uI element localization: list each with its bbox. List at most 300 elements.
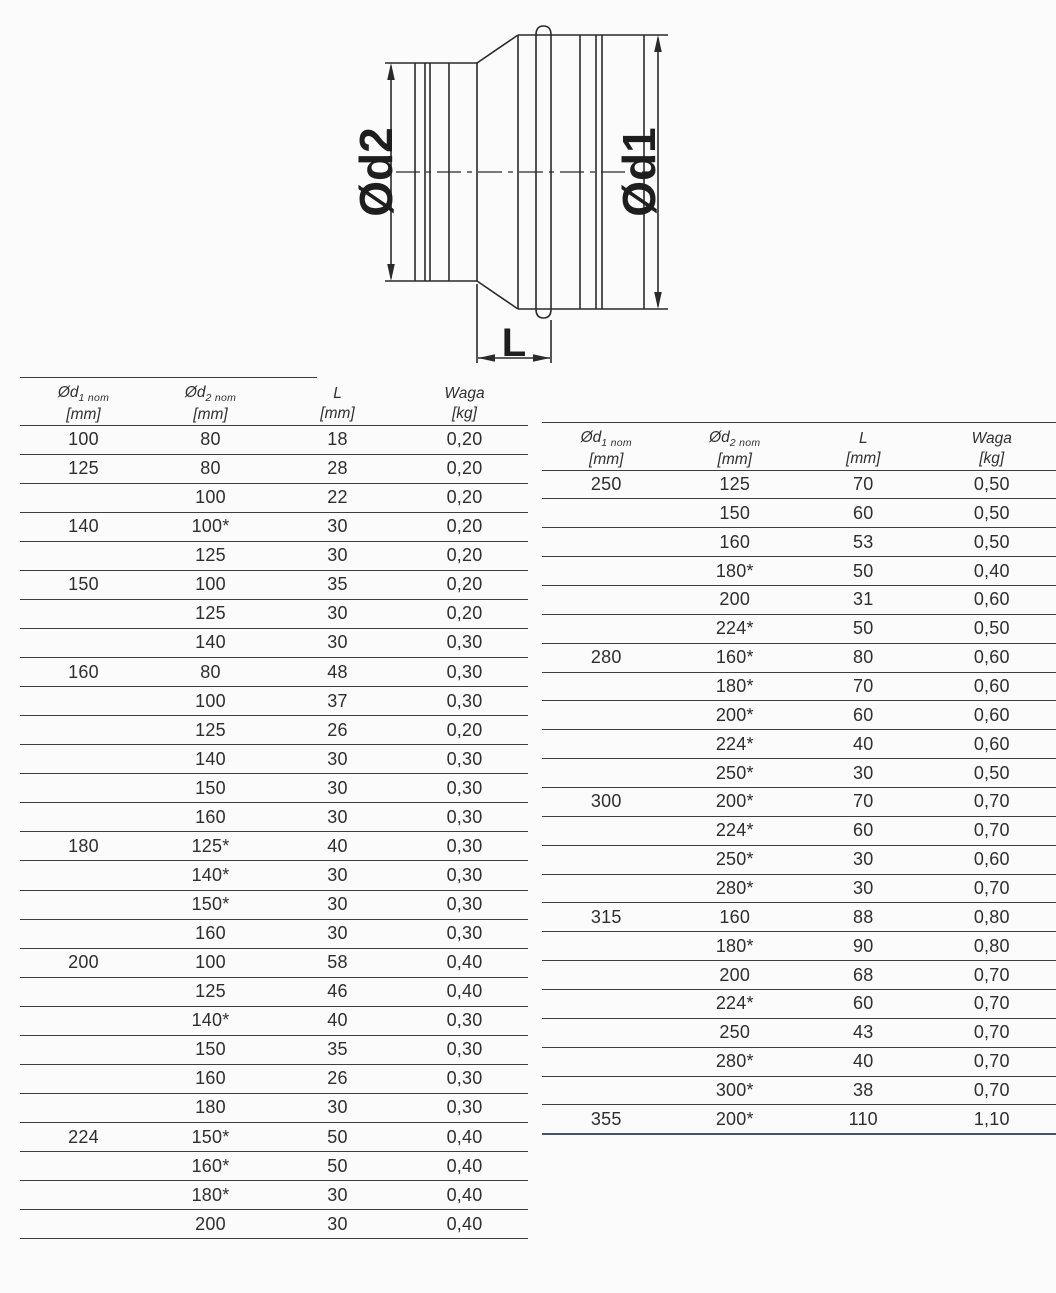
table-cell: 30 <box>274 919 401 948</box>
table-cell: 0,20 <box>401 570 528 599</box>
table-cell <box>542 816 671 845</box>
cone-top-line <box>477 35 518 63</box>
table-cell: 30 <box>274 1093 401 1122</box>
table-header <box>542 422 1056 470</box>
header-cell-l <box>274 377 401 425</box>
d2-arrow-up <box>387 63 395 80</box>
table-cell: 70 <box>799 470 928 499</box>
table-row <box>20 1006 528 1035</box>
table-cell: 70 <box>799 672 928 701</box>
table-cell: 35 <box>274 570 401 599</box>
table-cell: 0,60 <box>928 845 1056 874</box>
table-cell <box>542 845 671 874</box>
table-cell: 0,60 <box>928 672 1056 701</box>
header-cell-d1 <box>542 422 671 470</box>
table-cell: 0,30 <box>401 745 528 774</box>
table-cell: 40 <box>274 1006 401 1035</box>
table-row <box>542 643 1056 672</box>
table-cell: 80 <box>147 425 274 454</box>
table-cell: 224* <box>671 730 800 759</box>
table-cell <box>20 745 147 774</box>
table-cell: 125 <box>147 599 274 628</box>
table-row <box>20 512 528 541</box>
header-cell-d2 <box>671 422 800 470</box>
table-cell <box>20 541 147 570</box>
table-cell: 110 <box>799 1105 928 1134</box>
table-cell: 46 <box>274 977 401 1006</box>
table-cell: 180 <box>147 1093 274 1122</box>
table-body <box>20 425 528 1239</box>
table-cell: 50 <box>274 1152 401 1181</box>
header-d1-unit: [mm] <box>66 406 101 424</box>
table-row <box>20 1035 528 1064</box>
table-row <box>20 599 528 628</box>
table-row <box>20 483 528 512</box>
table-cell: 80 <box>147 658 274 687</box>
table-cell: 0,40 <box>928 557 1056 586</box>
table-cell <box>542 730 671 759</box>
table-row <box>542 816 1056 845</box>
table-cell: 150* <box>147 890 274 919</box>
table-cell <box>20 803 147 832</box>
table-cell: 200 <box>671 961 800 990</box>
table-cell: 224* <box>671 989 800 1018</box>
table-cell: 160 <box>671 903 800 932</box>
table-cell: 125 <box>147 541 274 570</box>
table-cell <box>20 1093 147 1122</box>
table-cell: 0,50 <box>928 759 1056 788</box>
table-cell: 0,30 <box>401 658 528 687</box>
table-cell: 180* <box>147 1181 274 1210</box>
table-cell: 0,70 <box>928 1018 1056 1047</box>
table-cell: 0,30 <box>401 628 528 657</box>
table-row <box>542 874 1056 903</box>
l-arrow-right <box>533 354 550 362</box>
table-cell <box>542 932 671 961</box>
table-cell: 30 <box>274 599 401 628</box>
table-row <box>542 1047 1056 1076</box>
table-cell: 250* <box>671 759 800 788</box>
table-cell <box>20 1006 147 1035</box>
table-row <box>20 1210 528 1239</box>
table-cell: 0,50 <box>928 499 1056 528</box>
table-cell: 200* <box>671 701 800 730</box>
table-cell: 0,70 <box>928 961 1056 990</box>
table-cell <box>20 599 147 628</box>
header-cell-l <box>799 422 928 470</box>
table-cell: 38 <box>799 1076 928 1105</box>
table-cell: 18 <box>274 425 401 454</box>
seal-bottom-cap <box>536 309 551 318</box>
table-row <box>542 1105 1056 1134</box>
table-cell: 100 <box>147 687 274 716</box>
table-cell <box>542 701 671 730</box>
header-l-symbol: L <box>858 430 868 448</box>
table-row <box>542 701 1056 730</box>
table-row <box>542 903 1056 932</box>
table-cell: 250* <box>671 845 800 874</box>
table-row <box>20 658 528 687</box>
table-cell: 28 <box>274 454 401 483</box>
table-row <box>542 672 1056 701</box>
table-row <box>20 803 528 832</box>
header-l-unit: [mm] <box>846 449 881 467</box>
table-cell: 88 <box>799 903 928 932</box>
table-cell <box>20 861 147 890</box>
spec-table <box>20 377 528 1239</box>
table-cell: 160 <box>147 803 274 832</box>
table-cell: 22 <box>274 483 401 512</box>
table-cell <box>542 672 671 701</box>
table-cell: 26 <box>274 716 401 745</box>
table-cell: 30 <box>274 628 401 657</box>
header-cell-waga <box>928 422 1056 470</box>
table-cell: 58 <box>274 948 401 977</box>
table-cell: 180* <box>671 557 800 586</box>
table-cell: 0,30 <box>401 832 528 861</box>
table-cell: 0,40 <box>401 1210 528 1239</box>
table-cell: 160 <box>147 1064 274 1093</box>
table-cell: 40 <box>274 832 401 861</box>
table-top-rule <box>20 377 317 378</box>
header-waga-label: Waga <box>971 430 1012 448</box>
table-cell: 355 <box>542 1105 671 1134</box>
table-row <box>542 585 1056 614</box>
table-cell: 0,20 <box>401 599 528 628</box>
table-row <box>542 961 1056 990</box>
table-cell: 160 <box>671 528 800 557</box>
table-cell <box>20 919 147 948</box>
table-cell: 30 <box>274 541 401 570</box>
table-cell <box>20 1035 147 1064</box>
header-row <box>542 422 1056 470</box>
table-cell: 0,30 <box>401 1093 528 1122</box>
spec-table <box>542 422 1056 1135</box>
table-cell: 160* <box>671 643 800 672</box>
table-cell: 100 <box>147 948 274 977</box>
table-cell <box>20 1210 147 1239</box>
table-row <box>542 557 1056 586</box>
table-cell: 0,40 <box>401 1152 528 1181</box>
table-cell <box>542 1076 671 1105</box>
table-cell <box>20 628 147 657</box>
table-row <box>542 787 1056 816</box>
table-cell: 50 <box>799 614 928 643</box>
header-row <box>20 377 528 425</box>
table-cell: 0,40 <box>401 1181 528 1210</box>
table-cell <box>20 977 147 1006</box>
table-cell: 180* <box>671 932 800 961</box>
table-cell: 200* <box>671 787 800 816</box>
header-cell-d1 <box>20 377 147 425</box>
table-row <box>542 989 1056 1018</box>
reducer-diagram <box>0 0 1056 378</box>
table-cell: 160 <box>147 919 274 948</box>
table-row <box>542 528 1056 557</box>
header-l-unit: [mm] <box>320 404 355 422</box>
table-cell: 0,60 <box>928 585 1056 614</box>
table-cell: 48 <box>274 658 401 687</box>
table-row <box>20 745 528 774</box>
table-cell <box>20 687 147 716</box>
table-cell <box>20 483 147 512</box>
table-row <box>20 1093 528 1122</box>
table-cell: 200 <box>671 585 800 614</box>
table-cell <box>20 1064 147 1093</box>
table-row <box>20 687 528 716</box>
table-row <box>20 890 528 919</box>
table-cell: 224* <box>671 614 800 643</box>
table-cell: 30 <box>274 512 401 541</box>
header-d1-subscript: 1 nom <box>601 437 632 449</box>
table-cell: 40 <box>799 1047 928 1076</box>
table-cell <box>542 1047 671 1076</box>
table-cell: 0,60 <box>928 701 1056 730</box>
table-row <box>542 759 1056 788</box>
table-row <box>20 425 528 454</box>
header-waga-unit: [kg] <box>452 404 477 422</box>
cone-bottom-line <box>477 281 518 309</box>
table-row <box>542 1018 1056 1047</box>
header-cell-d2 <box>147 377 274 425</box>
table-row <box>20 832 528 861</box>
table-top-rule <box>542 422 1056 423</box>
table-cell: 100 <box>147 483 274 512</box>
table-cell: 60 <box>799 499 928 528</box>
table-cell: 26 <box>274 1064 401 1093</box>
table-cell: 160* <box>147 1152 274 1181</box>
table-cell: 140 <box>20 512 147 541</box>
table-cell: 50 <box>274 1123 401 1152</box>
table-row <box>20 570 528 599</box>
table-cell: 0,70 <box>928 787 1056 816</box>
table-cell: 30 <box>274 745 401 774</box>
table-row <box>20 716 528 745</box>
table-cell: 0,60 <box>928 730 1056 759</box>
table-cell: 0,40 <box>401 1123 528 1152</box>
table-row <box>20 1152 528 1181</box>
table-row <box>542 470 1056 499</box>
table-cell: 140* <box>147 861 274 890</box>
table-cell: 0,30 <box>401 919 528 948</box>
table-cell: 200* <box>671 1105 800 1134</box>
table-cell <box>20 1181 147 1210</box>
table-cell: 0,30 <box>401 1035 528 1064</box>
table-cell: 0,40 <box>401 977 528 1006</box>
table-cell: 315 <box>542 903 671 932</box>
header-waga-unit: [kg] <box>979 449 1005 467</box>
spec-table-left <box>20 377 528 1239</box>
table-row <box>20 861 528 890</box>
table-cell: 125* <box>147 832 274 861</box>
table-row <box>20 541 528 570</box>
table-cell: 60 <box>799 816 928 845</box>
table-row <box>542 730 1056 759</box>
table-cell: 43 <box>799 1018 928 1047</box>
header-d1-symbol: Ød <box>580 429 602 446</box>
table-cell: 37 <box>274 687 401 716</box>
header-d2-unit: [mm] <box>717 451 752 469</box>
table-cell: 30 <box>799 759 928 788</box>
table-cell: 1,10 <box>928 1105 1056 1134</box>
table-cell: 30 <box>799 874 928 903</box>
table-header <box>20 377 528 425</box>
table-cell: 224* <box>671 816 800 845</box>
table-cell: 280* <box>671 1047 800 1076</box>
table-cell: 31 <box>799 585 928 614</box>
table-cell: 30 <box>274 861 401 890</box>
table-row <box>20 977 528 1006</box>
table-cell: 140 <box>147 628 274 657</box>
table-cell: 0,50 <box>928 470 1056 499</box>
table-cell: 200 <box>20 948 147 977</box>
header-d2-symbol: Ød <box>184 384 206 401</box>
table-cell: 224 <box>20 1123 147 1152</box>
table-cell: 100* <box>147 512 274 541</box>
table-cell: 0,70 <box>928 816 1056 845</box>
table-cell: 0,70 <box>928 989 1056 1018</box>
table-cell: 150 <box>147 774 274 803</box>
table-cell: 70 <box>799 787 928 816</box>
table-cell: 0,60 <box>928 643 1056 672</box>
table-cell: 280* <box>671 874 800 903</box>
table-cell: 125 <box>147 977 274 1006</box>
header-waga-label: Waga <box>444 385 485 403</box>
l-arrow-left <box>478 354 495 362</box>
table-cell: 53 <box>799 528 928 557</box>
header-d1-symbol: Ød <box>57 384 79 401</box>
table-cell: 0,30 <box>401 803 528 832</box>
table-row <box>20 628 528 657</box>
table-cell: 300 <box>542 787 671 816</box>
table-cell: 30 <box>274 1181 401 1210</box>
table-cell: 160 <box>20 658 147 687</box>
header-l-symbol: L <box>333 385 342 403</box>
header-d1-subscript: 1 nom <box>78 392 110 404</box>
l-dimension-label: L <box>501 321 527 365</box>
table-cell: 40 <box>799 730 928 759</box>
header-cell-waga <box>401 377 528 425</box>
table-cell: 0,70 <box>928 1047 1056 1076</box>
table-cell: 30 <box>274 890 401 919</box>
table-row <box>20 919 528 948</box>
table-cell <box>542 1018 671 1047</box>
table-cell: 280 <box>542 643 671 672</box>
table-cell: 30 <box>274 803 401 832</box>
table-row <box>20 1064 528 1093</box>
table-cell <box>542 874 671 903</box>
header-d2-unit: [mm] <box>193 406 228 424</box>
header-d2-subscript: 2 nom <box>729 437 761 449</box>
table-row <box>20 1123 528 1152</box>
header-d2-subscript: 2 nom <box>205 392 237 404</box>
table-cell: 60 <box>799 701 928 730</box>
table-cell: 0,40 <box>401 948 528 977</box>
table-cell <box>542 961 671 990</box>
table-cell: 0,80 <box>928 932 1056 961</box>
table-cell: 30 <box>274 774 401 803</box>
table-cell: 150 <box>671 499 800 528</box>
table-cell: 0,30 <box>401 774 528 803</box>
table-cell: 60 <box>799 989 928 1018</box>
table-cell: 200 <box>147 1210 274 1239</box>
table-cell: 0,80 <box>928 903 1056 932</box>
table-cell <box>542 528 671 557</box>
d2-dimension-label: Ød2 <box>350 127 402 217</box>
table-cell: 125 <box>20 454 147 483</box>
table-cell: 180* <box>671 672 800 701</box>
table-cell: 0,20 <box>401 454 528 483</box>
table-cell <box>542 499 671 528</box>
d2-arrow-down <box>387 264 395 281</box>
table-cell <box>542 614 671 643</box>
table-cell: 125 <box>671 470 800 499</box>
spec-table-right <box>542 422 1056 1135</box>
table-cell <box>542 557 671 586</box>
table-cell <box>20 774 147 803</box>
table-cell: 0,20 <box>401 512 528 541</box>
table-cell: 68 <box>799 961 928 990</box>
table-cell <box>542 759 671 788</box>
table-cell: 30 <box>799 845 928 874</box>
table-cell: 50 <box>799 557 928 586</box>
table-cell: 0,30 <box>401 890 528 919</box>
table-cell <box>20 1152 147 1181</box>
seal-top-cap <box>536 26 551 35</box>
table-cell: 0,30 <box>401 861 528 890</box>
table-cell <box>542 989 671 1018</box>
table-cell: 150 <box>20 570 147 599</box>
table-cell: 250 <box>671 1018 800 1047</box>
table-row <box>542 1076 1056 1105</box>
table-cell <box>20 890 147 919</box>
table-cell: 100 <box>20 425 147 454</box>
table-cell: 80 <box>799 643 928 672</box>
table-cell <box>20 716 147 745</box>
table-cell: 150 <box>147 1035 274 1064</box>
table-cell: 35 <box>274 1035 401 1064</box>
table-cell: 0,30 <box>401 687 528 716</box>
table-cell: 0,20 <box>401 716 528 745</box>
d1-arrow-up <box>654 35 662 52</box>
table-row <box>20 948 528 977</box>
table-cell: 90 <box>799 932 928 961</box>
d1-dimension-label: Ød1 <box>613 127 665 217</box>
table-cell: 0,20 <box>401 541 528 570</box>
table-row <box>20 1181 528 1210</box>
table-cell: 100 <box>147 570 274 599</box>
table-cell <box>542 585 671 614</box>
table-cell: 0,20 <box>401 483 528 512</box>
table-cell: 0,30 <box>401 1064 528 1093</box>
table-cell: 0,50 <box>928 528 1056 557</box>
table-cell: 140 <box>147 745 274 774</box>
header-d1-unit: [mm] <box>589 451 624 469</box>
table-cell: 30 <box>274 1210 401 1239</box>
table-cell: 0,50 <box>928 614 1056 643</box>
table-cell: 300* <box>671 1076 800 1105</box>
table-row <box>20 454 528 483</box>
table-row <box>542 499 1056 528</box>
table-cell: 125 <box>147 716 274 745</box>
table-body <box>542 470 1056 1134</box>
d1-arrow-down <box>654 292 662 309</box>
table-cell: 250 <box>542 470 671 499</box>
table-cell: 0,30 <box>401 1006 528 1035</box>
table-cell: 0,20 <box>401 425 528 454</box>
table-row <box>20 774 528 803</box>
table-cell: 80 <box>147 454 274 483</box>
